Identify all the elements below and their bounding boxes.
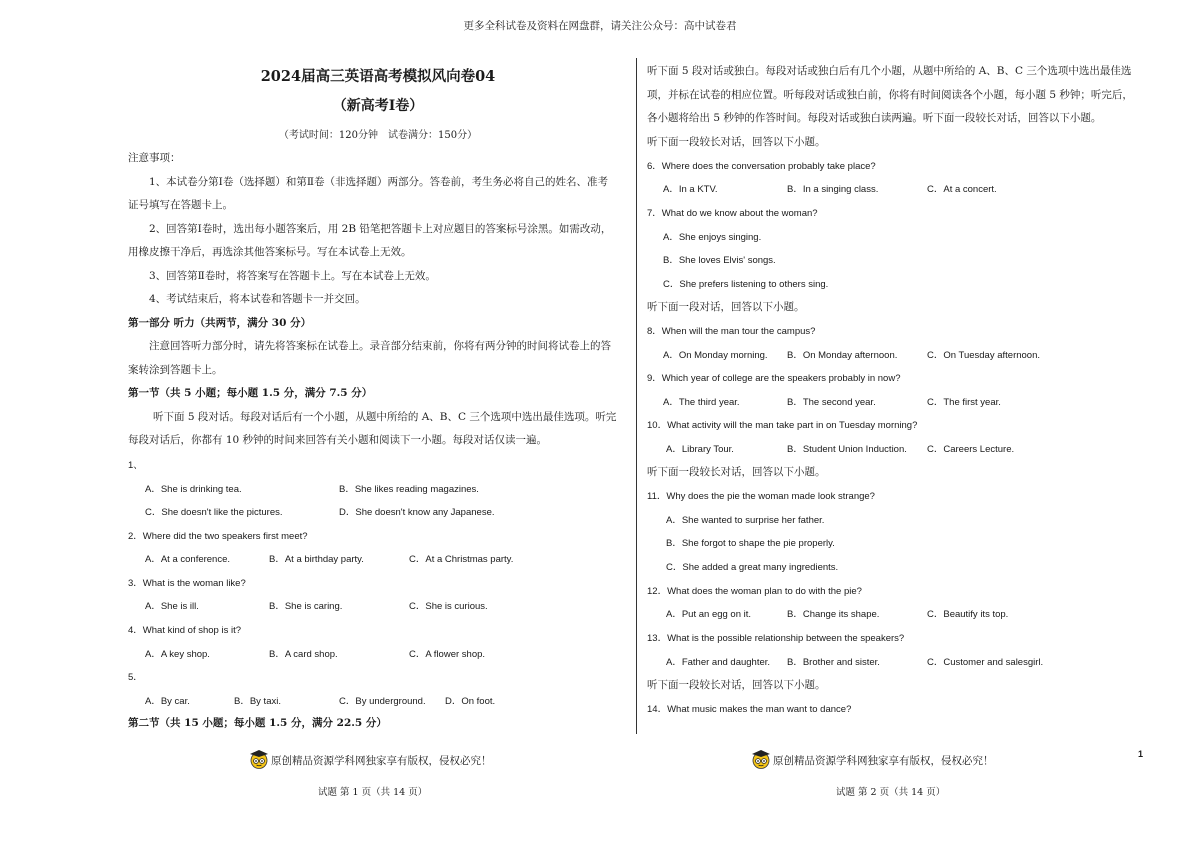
question-stem: 14．What music makes the man want to dance? — [647, 704, 852, 715]
answer-option: C．A flower shop. — [409, 649, 486, 660]
listening-instruction: 听下面一段对话，回答以下小题。 — [647, 301, 805, 313]
part1-heading: 第一部分 听力（共两节，满分 30 分） — [128, 317, 312, 329]
question-stem: 8．When will the man tour the campus? — [647, 326, 816, 337]
notice-line: 4、考试结束后，将本试卷和答题卡一并交回。 — [149, 293, 366, 305]
section1-intro-line: 每段对话后，你都有 10 秒钟的时间来回答有关小题和阅读下一小题。每段对话仅读一遍。 — [128, 434, 548, 446]
answer-option: A．By car. — [145, 696, 190, 707]
answer-option: A．Put an egg on it. — [666, 609, 752, 620]
answer-option: D．On foot. — [445, 696, 496, 707]
answer-option: C．At a Christmas party. — [409, 554, 514, 565]
section2-heading: 第二节（共 15 小题；每小题 1.5 分，满分 22.5 分） — [128, 717, 387, 729]
copyright-notice: 原创精品资源学科网独家享有版权，侵权必究！ — [271, 755, 492, 767]
answer-option: A．On Monday morning. — [663, 350, 768, 361]
listening-instruction: 听下面一段较长对话，回答以下小题。 — [647, 136, 826, 148]
section2-intro-line: 各小题将给出 5 秒钟的作答时间。每段对话或独白读两遍。听下面一段较长对话，回答以下小题。 — [647, 112, 1102, 124]
answer-option: C．Beautify its top. — [927, 609, 1009, 620]
question-stem: 4．What kind of shop is it? — [128, 625, 241, 636]
question-stem: 6．Where does the conversation probably take place? — [647, 161, 876, 172]
section2-intro-line: 项，并标在试卷的相应位置。听每段对话或独白前，你将有时间阅读各个小题，每小题 5 秒钟；听完后， — [647, 89, 1133, 101]
answer-option: A．A key shop. — [145, 649, 210, 660]
answer-option: B．Change its shape. — [787, 609, 880, 620]
question-stem: 9．Which year of college are the speakers probably in now? — [647, 373, 901, 384]
listening-instruction: 听下面一段较长对话，回答以下小题。 — [647, 679, 826, 691]
exam-info: （考试时间：120分钟 试卷满分：150分） — [278, 130, 478, 141]
answer-option: B．By taxi. — [234, 696, 281, 707]
notice-line: 用橡皮擦干净后，再选涂其他答案标号。写在本试卷上无效。 — [128, 246, 412, 258]
answer-option: B．She loves Elvis' songs. — [663, 255, 776, 266]
answer-option: B．Brother and sister. — [787, 657, 880, 668]
question-stem: 1、 — [128, 460, 143, 471]
notice-line: 证号填写在答题卡上。 — [128, 199, 233, 211]
answer-option: A．She is drinking tea. — [145, 484, 242, 495]
copyright-notice: 原创精品资源学科网独家享有版权，侵权必究！ — [773, 755, 994, 767]
paper-title: 2024届高三英语高考模拟风向卷04 — [260, 68, 496, 85]
question-stem: 12．What does the woman plan to do with the pie? — [647, 586, 862, 597]
answer-option: B．The second year. — [787, 397, 876, 408]
question-stem: 7．What do we know about the woman? — [647, 208, 818, 219]
mascot-icon — [750, 748, 772, 770]
answer-option: A．The third year. — [663, 397, 740, 408]
answer-option: A．She is ill. — [145, 601, 199, 612]
answer-option: C．She added a great many ingredients. — [666, 562, 839, 573]
answer-option: C．She doesn't like the pictures. — [145, 507, 283, 518]
answer-option: A．In a KTV. — [663, 184, 718, 195]
paper-subtitle: （新高考Ⅰ卷） — [332, 98, 424, 114]
notice-line: 1、本试卷分第Ⅰ卷（选择题）和第Ⅱ卷（非选择题）两部分。答卷前，考生务必将自己的姓名、准考 — [149, 176, 608, 188]
answer-option: D．She doesn't know any Japanese. — [339, 507, 495, 518]
question-stem: 11．Why does the pie the woman made look strange? — [647, 491, 875, 502]
page-number: 1 — [1138, 749, 1144, 759]
answer-option: B．She likes reading magazines. — [339, 484, 479, 495]
answer-option: C．On Tuesday afternoon. — [927, 350, 1041, 361]
notice-line: 3、回答第Ⅱ卷时，将答案写在答题卡上。写在本试卷上无效。 — [149, 270, 436, 282]
column-divider — [636, 58, 637, 734]
answer-option: C．She is curious. — [409, 601, 488, 612]
top-note: 更多全科试卷及资料在网盘群，请关注公众号：高中试卷君 — [463, 20, 737, 32]
section1-heading: 第一节（共 5 小题；每小题 1.5 分，满分 7.5 分） — [128, 387, 373, 399]
listening-instruction: 听下面一段较长对话，回答以下小题。 — [647, 466, 826, 478]
section2-intro-line: 听下面 5 段对话或独白。每段对话或独白后有几个小题，从题中所给的 A、B、C 三个选项中选出最佳选 — [647, 65, 1132, 77]
question-stem: 13．What is the possible relationship between the speakers? — [647, 633, 905, 644]
answer-option: B．In a singing class. — [787, 184, 879, 195]
answer-option: C．Careers Lecture. — [927, 444, 1015, 455]
question-stem: 10．What activity will the man take part in on Tuesday morning? — [647, 420, 918, 431]
answer-option: C．The first year. — [927, 397, 1001, 408]
section1-intro-line: 听下面 5 段对话。每段对话后有一个小题，从题中所给的 A、B、C 三个选项中选出最佳选项。听完 — [153, 411, 617, 423]
page-footer-left: 试题 第 1 页（共 14 页） — [318, 787, 428, 798]
notice-heading: 注意事项： — [128, 152, 181, 164]
page-footer-right: 试题 第 2 页（共 14 页） — [836, 787, 946, 798]
answer-option: B．She is caring. — [269, 601, 343, 612]
answer-option: B．At a birthday party. — [269, 554, 364, 565]
answer-option: B．She forgot to shape the pie properly. — [666, 538, 835, 549]
answer-option: B．On Monday afternoon. — [787, 350, 898, 361]
answer-option: A．Library Tour. — [666, 444, 734, 455]
answer-option: A．She wanted to surprise her father. — [666, 515, 825, 526]
answer-option: B．A card shop. — [269, 649, 338, 660]
part1-intro-line: 案转涂到答题卡上。 — [128, 364, 223, 376]
part1-intro-line: 注意回答听力部分时，请先将答案标在试卷上。录音部分结束前，你将有两分钟的时间将试卷上的答 — [149, 340, 611, 352]
question-stem: 5． — [128, 672, 143, 683]
mascot-icon — [248, 748, 270, 770]
answer-option: A．She enjoys singing. — [663, 232, 762, 243]
answer-option: B．Student Union Induction. — [787, 444, 907, 455]
answer-option: C．Customer and salesgirl. — [927, 657, 1044, 668]
answer-option: A．Father and daughter. — [666, 657, 771, 668]
answer-option: C．By underground. — [339, 696, 426, 707]
question-stem: 2．Where did the two speakers first meet? — [128, 531, 308, 542]
answer-option: C．She prefers listening to others sing. — [663, 279, 829, 290]
answer-option: A．At a conference. — [145, 554, 231, 565]
question-stem: 3．What is the woman like? — [128, 578, 246, 589]
notice-line: 2、回答第Ⅰ卷时，选出每小题答案后，用 2B 铅笔把答题卡上对应题目的答案标号涂黑。如需改动， — [149, 223, 612, 235]
answer-option: C．At a concert. — [927, 184, 997, 195]
